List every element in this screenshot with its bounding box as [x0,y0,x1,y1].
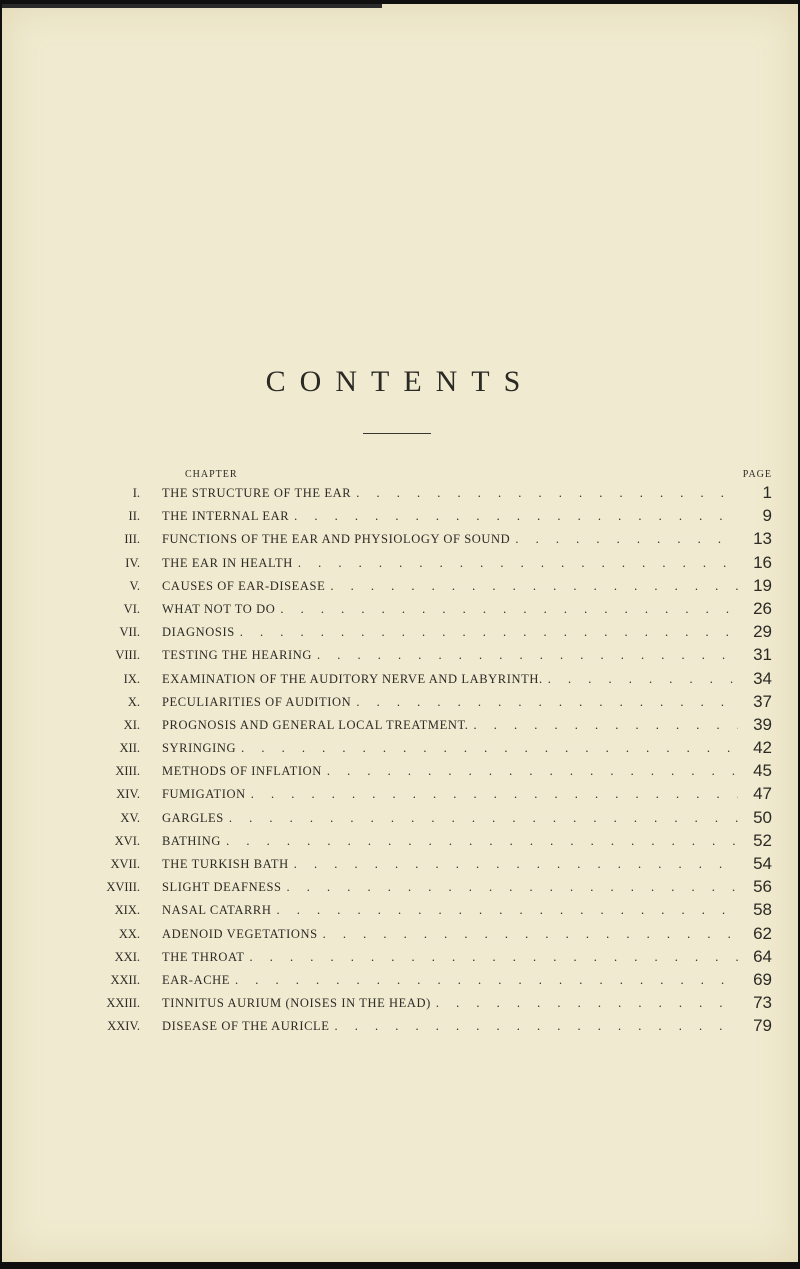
chapter-title: THE INTERNAL EAR [162,509,290,524]
toc-entry [0,575,800,598]
chapter-title: METHODS OF INFLATION [162,764,322,779]
page-number: 16 [753,552,772,572]
toc-entry [0,760,800,783]
toc-entry [0,783,800,806]
toc-entry [0,668,800,691]
page-number: 45 [753,761,772,781]
leader-dots [294,509,738,524]
chapter-line [162,880,738,895]
title-divider [363,433,431,434]
chapter-title: NASAL CATARRH [162,903,272,918]
leader-dots [287,880,738,895]
toc-entry [0,876,800,899]
chapter-title: EXAMINATION OF THE AUDITORY NERVE AND LABYRINTH. [162,671,543,686]
chapter-number: XIV. [116,787,140,802]
toc-entry [0,482,800,505]
chapter-number: III. [124,532,140,547]
leader-dots [235,973,738,988]
toc-entry [0,505,800,528]
toc-entry [0,830,800,853]
page-number: 29 [753,622,772,642]
chapter-number: XXII. [110,972,140,987]
toc-entry [0,691,800,714]
chapter-number: XX. [118,926,140,941]
leader-dots [298,556,738,571]
chapter-title: GARGLES [162,810,224,825]
chapter-number: IX. [123,671,140,686]
chapter-title: PECULIARITIES OF AUDITION [162,694,352,709]
chapter-line [162,695,738,710]
page-number: 42 [753,738,772,758]
page-number: 52 [753,830,772,850]
page-number: 64 [753,946,772,966]
chapter-line [162,509,738,524]
leader-dots [474,718,739,733]
chapter-number: XII. [119,741,140,756]
chapter-title: BATHING [162,833,222,848]
chapter-number: XXIV. [107,1019,140,1034]
chapter-line [162,625,738,640]
toc-entry [0,644,800,667]
page-number: 37 [753,691,772,711]
toc-entry [0,969,800,992]
page-number: 58 [753,900,772,920]
leader-dots [317,648,738,663]
chapter-title: ADENOID VEGETATIONS [162,926,318,941]
leader-dots [335,1019,739,1034]
chapter-number: VII. [119,625,140,640]
chapter-line [162,648,738,663]
chapter-number: XVI. [114,833,140,848]
chapter-number: I. [132,486,140,500]
chapter-number: XI. [123,717,140,732]
chapter-number: XVIII. [106,880,140,895]
chapter-number: II. [128,509,140,524]
leader-dots [276,903,738,918]
page-number: 50 [753,807,772,827]
page-number: 13 [753,529,772,549]
leader-dots [294,857,738,872]
chapter-number: XV. [120,810,140,825]
toc-entry [0,946,800,969]
chapter-line [162,996,738,1011]
chapter-line [162,532,738,547]
leader-dots [330,579,738,594]
chapter-title: FUMIGATION [162,787,246,802]
chapter-title: FUNCTIONS OF THE EAR AND PHYSIOLOGY OF SOUND [162,532,511,547]
chapter-number: XXIII. [106,996,140,1011]
leader-dots [323,927,738,942]
leader-dots [250,950,738,965]
page-number: 62 [753,923,772,943]
page-column-header: PAGE [742,469,772,480]
chapter-line [162,973,738,988]
leader-dots [251,787,738,802]
chapter-line [162,741,738,756]
chapter-title: THE STRUCTURE OF THE EAR [162,486,352,500]
chapter-title: SLIGHT DEAFNESS [162,880,282,895]
leader-dots [240,625,738,640]
page-number: 34 [753,668,772,688]
chapter-title: TINNITUS AURIUM (NOISES IN THE HEAD) [162,996,431,1011]
chapter-line [162,811,738,826]
page-number: 79 [753,1016,772,1036]
leader-dots [241,741,738,756]
chapter-line [162,927,738,942]
chapter-title: TESTING THE HEARING [162,648,313,663]
chapter-number: XXI. [114,949,140,964]
chapter-line [162,764,738,779]
chapter-number: V. [129,578,140,593]
leader-dots [229,811,738,826]
chapter-title: PROGNOSIS AND GENERAL LOCAL TREATMENT. [162,717,469,732]
chapter-line [162,579,738,594]
leader-dots [226,834,738,849]
leader-dots [515,532,738,547]
leader-dots [436,996,738,1011]
chapter-title: DISEASE OF THE AURICLE [162,1019,330,1034]
chapter-number: XIX. [114,903,140,918]
leader-dots [280,602,738,617]
page-number: 9 [762,506,772,526]
toc-entry [0,714,800,737]
page-number: 69 [753,969,772,989]
chapter-number: XVII. [110,857,140,871]
toc-entry [0,528,800,551]
toc-entry [0,899,800,922]
chapter-title: WHAT NOT TO DO [162,601,276,616]
chapter-title: SYRINGING [162,741,237,756]
leader-dots [327,764,738,779]
toc-entry [0,737,800,760]
chapter-number: XIII. [115,764,140,779]
chapter-line [162,672,738,687]
page-title: CONTENTS [265,365,535,398]
chapter-number: IV. [125,555,140,570]
chapter-number: X. [127,694,140,709]
leader-dots [356,695,738,710]
toc-entry [0,552,800,575]
toc-entry [0,807,800,830]
chapter-title: DIAGNOSIS [162,625,235,640]
toc-entry [0,853,800,876]
chapter-title: CAUSES OF EAR-DISEASE [162,578,326,593]
chapter-number: VIII. [115,648,140,663]
toc-entry [0,598,800,621]
chapter-line [162,602,738,617]
page-number: 56 [753,877,772,897]
toc-entry [0,621,800,644]
chapter-column-header: CHAPTER [185,469,238,480]
page-number: 26 [753,598,772,618]
chapter-title: THE TURKISH BATH [162,857,289,871]
chapter-line [162,857,738,872]
chapter-number: VI. [123,601,140,616]
chapter-title: THE THROAT [162,949,245,964]
toc-entry [0,992,800,1015]
page-number: 31 [753,645,772,665]
chapter-line [162,903,738,918]
chapter-line [162,787,738,802]
table-of-contents [0,482,800,1039]
page-number: 54 [753,854,772,873]
chapter-title: EAR-ACHE [162,972,230,987]
chapter-title: THE EAR IN HEALTH [162,555,293,570]
chapter-line [162,486,738,501]
toc-entry [0,1015,800,1038]
leader-dots [356,486,738,501]
page-number: 19 [753,575,772,595]
page-number: 73 [753,993,772,1013]
chapter-line [162,556,738,571]
page-number: 1 [762,483,772,502]
chapter-line [162,834,738,849]
page-number: 39 [753,714,772,734]
chapter-line [162,1019,738,1034]
top-edge-shadow [2,4,382,8]
chapter-line [162,950,738,965]
leader-dots [548,672,738,687]
page-number: 47 [753,784,772,804]
chapter-line [162,718,738,733]
toc-entry [0,923,800,946]
